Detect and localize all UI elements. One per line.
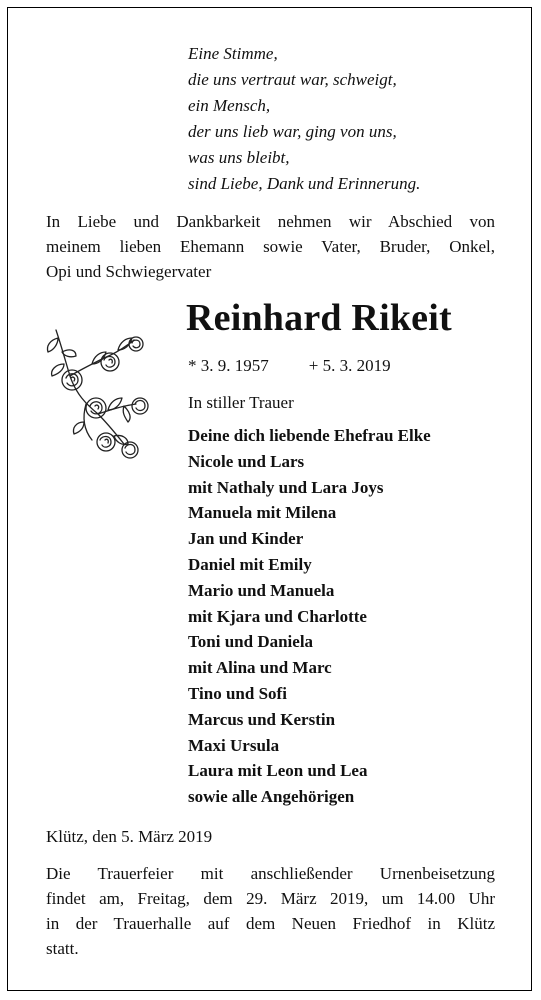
poem-line: sind Liebe, Dank und Erinnerung. <box>188 174 421 193</box>
poem-line: die uns vertraut war, schweigt, <box>188 70 397 89</box>
mourner-line: Daniel mit Emily <box>188 554 312 574</box>
ceremony-line: statt. <box>46 939 79 958</box>
poem-line: ein Mensch, <box>188 96 271 115</box>
mourner-line: mit Kjara und Charlotte <box>188 606 367 626</box>
mourner-line: Nicole und Lars <box>188 451 305 471</box>
mourners-list <box>188 423 431 810</box>
ceremony-line: Die Trauerfeier mit anschließender Urnenbeisetzung <box>46 864 495 883</box>
intro-line: In Liebe und Dankbarkeit nehmen wir Abschied von <box>46 212 495 231</box>
ceremony-paragraph <box>46 861 495 961</box>
mourner-line: sowie alle Angehörigen <box>188 787 355 807</box>
life-dates <box>188 356 391 376</box>
mourner-line: Deine dich liebende Ehefrau Elke <box>188 426 431 445</box>
mourner-line: Tino und Sofi <box>188 683 287 703</box>
mourner-line: Marcus und Kerstin <box>188 709 336 729</box>
mourner-line: Laura mit Leon und Lea <box>188 761 368 781</box>
deceased-name: Reinhard Rikeit <box>186 297 452 339</box>
ceremony-line: in der Trauerhalle auf dem Neuen Friedhof in Klütz <box>46 914 495 933</box>
intro-line: meinem lieben Ehemann sowie Vater, Bruder, Onkel, <box>46 237 495 256</box>
mourner-line: mit Nathaly und Lara Joys <box>188 477 384 497</box>
mourner-line: Manuela mit Milena <box>188 503 337 523</box>
mourner-line: Maxi Ursula <box>188 735 280 755</box>
poem-line: was uns bleibt, <box>188 148 290 167</box>
ceremony-line: findet am, Freitag, dem 29. März 2019, um 14.00 Uhr <box>46 889 495 908</box>
place-and-date: Klütz, den 5. März 2019 <box>46 827 213 846</box>
mourner-line: Toni und Daniela <box>188 632 314 652</box>
poem-line: der uns lieb war, ging von uns, <box>188 122 397 141</box>
intro-line: Opi und Schwiegervater <box>46 262 212 281</box>
mourner-line: Mario und Manuela <box>188 580 335 600</box>
mourner-line: Jan und Kinder <box>188 529 304 549</box>
poem <box>188 41 420 197</box>
roses-illustration-icon <box>36 318 156 468</box>
birth-date: * 3. 9. 1957 <box>188 356 269 375</box>
mourning-intro: In stiller Trauer <box>188 393 294 412</box>
death-date: + 5. 3. 2019 <box>308 356 391 375</box>
intro-paragraph <box>46 209 495 284</box>
poem-line: Eine Stimme, <box>188 44 278 63</box>
mourner-line: mit Alina und Marc <box>188 658 332 678</box>
